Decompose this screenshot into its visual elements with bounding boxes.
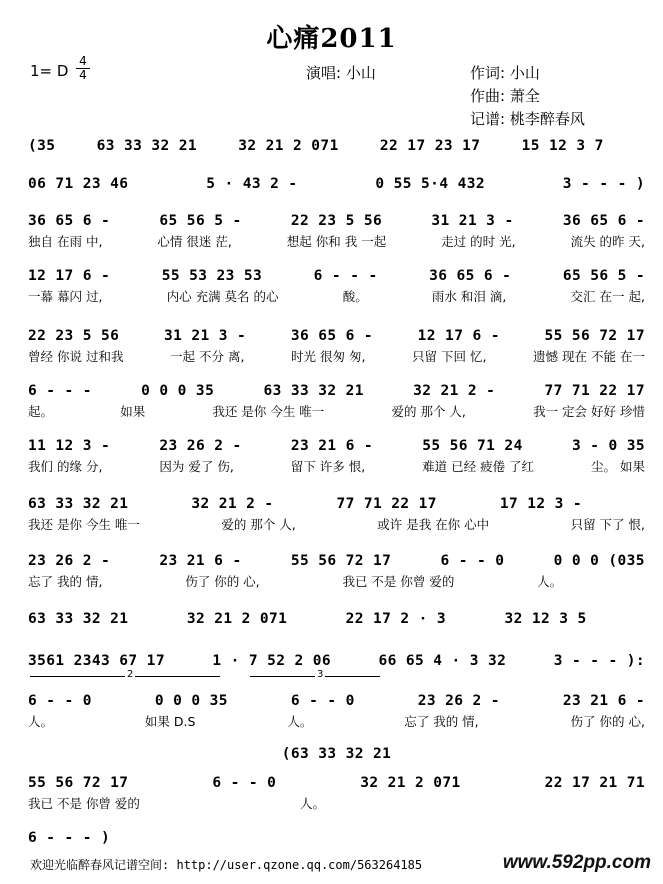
measure: 22 17 23 17	[379, 138, 481, 154]
lyric-segment: 交汇 在一 起,	[570, 289, 645, 304]
score-row	[28, 260, 645, 316]
lyric-segment: 心情 很迷 茫,	[157, 234, 232, 249]
score-row	[28, 205, 645, 261]
lyric-segment: 一起 不分 离,	[170, 349, 245, 364]
measure: 6 - - -	[28, 383, 92, 399]
measure: 36 65 6 -	[562, 213, 645, 229]
measure: 23 26 2 -	[159, 438, 242, 454]
lyric-segment: 走过 的时 光,	[441, 234, 516, 249]
lyric-line	[28, 794, 645, 812]
lyric-segment: 伤了 你的 心,	[185, 574, 260, 589]
lyric-segment: 流失 的昨 天,	[570, 234, 645, 249]
lyric-segment: 爱的 那个 人,	[221, 517, 296, 532]
measure: 77 71 22 17	[336, 496, 437, 512]
score-row	[28, 488, 645, 544]
song-title: 心痛2011	[266, 24, 397, 54]
notation-line	[28, 130, 645, 154]
measure: 32 21 2 -	[413, 383, 496, 399]
measure: 77 71 22 17	[544, 383, 645, 399]
measure: 32 12 3 5	[504, 611, 587, 627]
measure: 55 56 72 17	[544, 328, 645, 344]
measure: 23 21 6 -	[159, 553, 242, 569]
lyric-line	[28, 712, 645, 730]
lyric-line	[28, 402, 645, 420]
lyric-segment: 只留 下了 恨,	[570, 517, 645, 532]
lyric-segment: 我还 是你 今生 唯一	[212, 404, 325, 419]
measure: 6 - - 0	[440, 553, 505, 569]
score-row	[28, 430, 645, 486]
measure: 0 0 0 35	[154, 693, 228, 709]
lyricist-credit: 作词: 小山	[470, 64, 540, 82]
measure: 0 0 0 (035	[553, 553, 645, 569]
footer-site: www.592pp.com	[502, 852, 651, 873]
measure: 3 - - - )	[562, 176, 645, 192]
measure: 65 56 5 -	[562, 268, 645, 284]
measure: 36 65 6 -	[429, 268, 512, 284]
measure: 22 17 2 · 3	[345, 611, 447, 627]
time-signature: 4 4	[76, 56, 90, 81]
notation-line	[28, 205, 645, 229]
lyric-segment: 爱的 那个 人,	[391, 404, 466, 419]
lyric-line	[28, 287, 645, 305]
measure: 32 21 2 071	[238, 138, 339, 154]
measure: 65 56 5 -	[159, 213, 242, 229]
lyric-segment: 起。	[28, 404, 54, 419]
score-row	[28, 545, 645, 601]
measure: (35	[28, 138, 56, 154]
measure: 31 21 3 -	[163, 328, 247, 344]
measure: 23 26 2 -	[417, 693, 500, 709]
measure: 6 - - 0	[290, 693, 355, 709]
lyric-segment: 人。	[299, 796, 325, 811]
lyric-segment: 忘了 我的 情,	[404, 714, 479, 729]
measure: 0 55 5·4 432	[375, 176, 485, 192]
singer-credit: 演唱: 小山	[306, 64, 376, 82]
score-row	[28, 375, 645, 431]
measure: 3 - 0 35	[571, 438, 645, 454]
measure: 63 33 32 21	[28, 611, 129, 627]
notation-line	[28, 545, 645, 569]
lyric-segment: 时光 很匆 匆,	[291, 349, 366, 364]
measure: 23 21 6 -	[290, 438, 374, 454]
measure: 6 - - 0	[212, 775, 277, 791]
measure: 63 33 32 21	[96, 138, 198, 154]
notation-line	[28, 822, 645, 846]
lyric-segment: 难道 已经 疲倦 了红	[422, 459, 535, 474]
measure: 12 17 6 -	[28, 268, 111, 284]
measure: 63 33 32 21	[28, 496, 129, 512]
measure: 36 65 6 -	[290, 328, 373, 344]
notation-line	[28, 488, 645, 512]
lyric-line	[28, 457, 645, 475]
measure: 0 0 0 35	[141, 383, 215, 399]
lyric-segment: 内心 充满 莫名 的心	[166, 289, 279, 304]
lyric-segment: 如果 D.S	[144, 714, 196, 729]
measure: 22 23 5 56	[290, 213, 383, 229]
measure: 55 56 72 17	[28, 775, 129, 791]
measure: 55 56 72 17	[290, 553, 392, 569]
notation-line	[28, 260, 645, 284]
measure: (63 33 32 21	[281, 746, 392, 762]
lyric-segment: 我已 不是 你曾 爱的	[342, 574, 455, 589]
lyric-line	[28, 347, 645, 365]
score-row	[28, 685, 645, 741]
measure: 6 - - 0	[28, 693, 92, 709]
lyric-segment: 我还 是你 今生 唯一	[28, 517, 140, 532]
lyric-segment: 一幕 幕闪 过,	[28, 289, 103, 304]
score-row	[28, 320, 645, 376]
measure: 1 · 7 52 2 06	[212, 653, 332, 669]
measure: 36 65 6 -	[28, 213, 111, 229]
notation-line	[28, 645, 645, 669]
lyric-line	[28, 232, 645, 250]
notation-line	[28, 168, 645, 192]
measure: 32 21 2 071	[186, 611, 288, 627]
footer-text: 欢迎光临醉春风记谱空间: http://user.qzone.qq.com/563264185	[30, 858, 423, 872]
measure: 22 17 21 71	[544, 775, 645, 791]
measure: 23 21 6 -	[562, 693, 645, 709]
lyric-segment: 忘了 我的 情,	[28, 574, 103, 589]
lyric-segment: 遗憾 现在 不能 在一	[533, 349, 645, 364]
measure: 3561 2343 67 17	[28, 653, 165, 669]
notation-line	[28, 738, 645, 762]
measure: 11 12 3 -	[28, 438, 111, 454]
lyric-line	[28, 515, 645, 533]
lyric-segment: 酸。	[342, 289, 368, 304]
lyric-segment: 或许 是我 在你 心中	[377, 517, 490, 532]
lyric-segment: 留下 许多 恨,	[290, 459, 366, 474]
lyric-segment: 我已 不是 你曾 爱的	[28, 796, 140, 811]
measure: 55 56 71 24	[422, 438, 523, 454]
lyric-segment: 只留 下回 忆,	[412, 349, 487, 364]
key-signature: 1= D	[30, 62, 69, 80]
measure: 6 - - -	[313, 268, 378, 284]
measure: 31 21 3 -	[431, 213, 514, 229]
measure: 06 71 23 46	[28, 176, 129, 192]
volta-second: 3	[250, 676, 380, 677]
composer-credit: 作曲: 萧全	[470, 87, 540, 105]
measure: 3 - - - ):	[553, 653, 645, 669]
lyric-segment: 人。	[28, 714, 54, 729]
measure: 66 65 4 · 3 32	[378, 653, 507, 669]
measure: 63 33 32 21	[263, 383, 364, 399]
lyric-segment: 尘。 如果	[591, 459, 645, 474]
lyric-segment: 独自 在雨 中,	[28, 234, 103, 249]
lyric-segment: 雨水 和泪 滴,	[431, 289, 507, 304]
volta-first: 2	[30, 676, 220, 677]
lyric-segment: 我一 定会 好好 珍惜	[533, 404, 645, 419]
notation-line	[28, 320, 645, 344]
notation-line	[28, 375, 645, 399]
measure: 15 12 3 7	[521, 138, 604, 154]
lyric-segment: 我们 的缘 分,	[28, 459, 103, 474]
lyric-line	[28, 572, 645, 590]
measure: 55 53 23 53	[161, 268, 263, 284]
transcriber-credit: 记谱: 桃李醉春风	[470, 110, 585, 128]
measure: 17 12 3 -	[499, 496, 583, 512]
lyric-segment: 曾经 你说 过和我	[28, 349, 124, 364]
lyric-segment: 因为 爱了 伤,	[159, 459, 234, 474]
lyric-segment: 人。	[537, 574, 563, 589]
measure: 23 26 2 -	[28, 553, 111, 569]
measure: 32 21 2 -	[191, 496, 274, 512]
measure: 22 23 5 56	[28, 328, 120, 344]
notation-line	[28, 685, 645, 709]
notation-line	[28, 767, 645, 791]
measure: 6 - - - )	[28, 830, 111, 846]
score-row	[28, 767, 645, 823]
lyric-segment: 想起 你和 我 一起	[286, 234, 387, 249]
notation-line	[28, 430, 645, 454]
measure: 12 17 6 -	[417, 328, 500, 344]
lyric-segment: 人。	[287, 714, 313, 729]
lyric-segment: 如果	[120, 404, 146, 419]
measure: 5 · 43 2 -	[206, 176, 298, 192]
lyric-segment: 伤了 你的 心,	[570, 714, 645, 729]
notation-line	[28, 603, 645, 627]
measure: 32 21 2 071	[360, 775, 461, 791]
